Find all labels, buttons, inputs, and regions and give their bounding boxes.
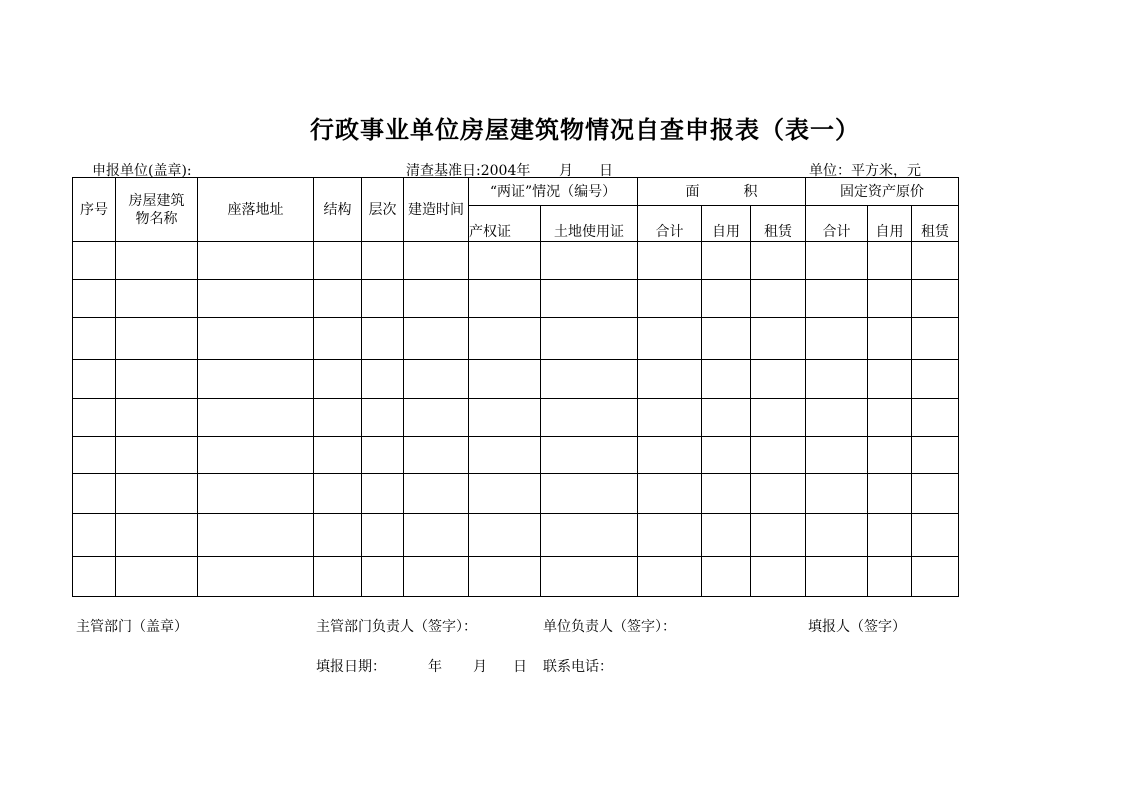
table-cell[interactable] (541, 437, 638, 474)
table-row (73, 437, 959, 474)
table-cell[interactable] (198, 318, 314, 360)
table-cell[interactable] (116, 360, 198, 399)
table-cell[interactable] (362, 242, 404, 280)
table-cell[interactable] (314, 557, 362, 597)
table-cell[interactable] (73, 399, 116, 437)
table-cell[interactable] (469, 557, 541, 597)
footer-dept-head: 主管部门负责人（签字）： (316, 619, 477, 635)
col-area (638, 178, 806, 206)
table-cell[interactable] (638, 360, 702, 399)
base-date-label: 清查基准日:2004年 (406, 163, 531, 179)
table-cell[interactable] (868, 360, 912, 399)
table-cell[interactable] (469, 399, 541, 437)
table-row (73, 514, 959, 557)
table-cell[interactable] (73, 557, 116, 597)
table-cell[interactable] (868, 514, 912, 557)
table-cell[interactable] (404, 242, 469, 280)
table-cell[interactable] (806, 399, 868, 437)
table-cell[interactable] (751, 399, 806, 437)
table-cell[interactable] (314, 360, 362, 399)
table-cell[interactable] (469, 514, 541, 557)
table-cell[interactable] (806, 242, 868, 280)
col-asset-lease: 租赁 (912, 206, 959, 242)
table-row (73, 360, 959, 399)
table-cell[interactable] (541, 242, 638, 280)
table-cell[interactable] (116, 514, 198, 557)
table-cell[interactable] (702, 360, 751, 399)
table-cell[interactable] (73, 514, 116, 557)
table-cell[interactable] (362, 474, 404, 514)
table-cell[interactable] (73, 474, 116, 514)
col-certificates: “两证”情况（编号） (469, 178, 638, 206)
col-structure: 结构 (314, 178, 362, 242)
table-cell[interactable] (751, 318, 806, 360)
table-cell[interactable] (912, 280, 959, 318)
table-row (73, 557, 959, 597)
table-cell[interactable] (702, 514, 751, 557)
table-cell[interactable] (541, 399, 638, 437)
table-cell[interactable] (541, 557, 638, 597)
table-cell[interactable] (314, 280, 362, 318)
table-cell[interactable] (702, 242, 751, 280)
table-cell[interactable] (638, 474, 702, 514)
table-cell[interactable] (638, 557, 702, 597)
table-cell[interactable] (806, 318, 868, 360)
table-cell[interactable] (868, 280, 912, 318)
table-row (73, 280, 959, 318)
declaration-table (72, 177, 959, 597)
table-cell[interactable] (314, 437, 362, 474)
table-cell[interactable] (314, 399, 362, 437)
col-location: 座落地址 (198, 178, 314, 242)
table-cell[interactable] (116, 318, 198, 360)
table-cell[interactable] (702, 437, 751, 474)
table-cell[interactable] (73, 437, 116, 474)
table-cell[interactable] (541, 280, 638, 318)
declarer-label: 申报单位(盖章): (92, 163, 192, 179)
table-cell[interactable] (198, 280, 314, 318)
table-cell[interactable] (868, 242, 912, 280)
table-cell[interactable] (702, 280, 751, 318)
table-cell[interactable] (404, 437, 469, 474)
table-cell[interactable] (404, 514, 469, 557)
table-cell[interactable] (868, 318, 912, 360)
col-seq: 序号 (73, 178, 116, 242)
table-cell[interactable] (116, 474, 198, 514)
table-cell[interactable] (751, 557, 806, 597)
col-land-cert: 土地使用证 (541, 206, 638, 242)
table-cell[interactable] (116, 557, 198, 597)
table-cell[interactable] (912, 474, 959, 514)
table-cell[interactable] (912, 360, 959, 399)
col-area-char1: 面 (685, 183, 700, 200)
table-cell[interactable] (198, 474, 314, 514)
table-cell[interactable] (73, 318, 116, 360)
table-row (73, 318, 959, 360)
table-cell[interactable] (806, 557, 868, 597)
table-cell[interactable] (702, 474, 751, 514)
footer-unit-head: 单位负责人（签字）： (543, 619, 676, 635)
table-cell[interactable] (751, 474, 806, 514)
table-cell[interactable] (73, 360, 116, 399)
table-cell[interactable] (362, 318, 404, 360)
table-cell[interactable] (362, 437, 404, 474)
footer-fill-date: 填报日期： (316, 659, 386, 675)
table-cell[interactable] (198, 360, 314, 399)
table-cell[interactable] (806, 474, 868, 514)
table-cell[interactable] (469, 242, 541, 280)
table-cell[interactable] (404, 280, 469, 318)
col-building-name-line2: 物名称 (135, 210, 178, 227)
table-cell[interactable] (362, 399, 404, 437)
table-cell[interactable] (116, 280, 198, 318)
base-date-month: 月 (559, 163, 573, 179)
col-property-cert: 产权证 (469, 206, 541, 242)
table-cell[interactable] (404, 360, 469, 399)
table-cell[interactable] (404, 557, 469, 597)
col-area-char2: 积 (743, 183, 758, 200)
table-cell[interactable] (198, 399, 314, 437)
table-cell[interactable] (73, 242, 116, 280)
table-cell[interactable] (362, 514, 404, 557)
table-row (73, 474, 959, 514)
col-area-self: 自用 (702, 206, 751, 242)
table-cell[interactable] (702, 318, 751, 360)
table-cell[interactable] (116, 242, 198, 280)
table-cell[interactable] (868, 557, 912, 597)
table-cell[interactable] (912, 399, 959, 437)
col-asset-self: 自用 (868, 206, 912, 242)
table-cell[interactable] (314, 242, 362, 280)
table-cell[interactable] (404, 474, 469, 514)
col-fixed-assets: 固定资产原价 (806, 178, 959, 206)
table-cell[interactable] (751, 280, 806, 318)
table-cell[interactable] (469, 280, 541, 318)
table-cell[interactable] (868, 399, 912, 437)
col-floors: 层次 (362, 178, 404, 242)
table-cell[interactable] (116, 437, 198, 474)
table-cell[interactable] (362, 360, 404, 399)
table-cell[interactable] (404, 399, 469, 437)
table-cell[interactable] (751, 360, 806, 399)
table-cell[interactable] (868, 474, 912, 514)
table-cell[interactable] (912, 318, 959, 360)
table-cell[interactable] (541, 318, 638, 360)
table-cell[interactable] (638, 399, 702, 437)
table-cell[interactable] (469, 318, 541, 360)
table-cell[interactable] (198, 514, 314, 557)
table-cell[interactable] (806, 514, 868, 557)
table-cell[interactable] (702, 557, 751, 597)
col-building-name-line1: 房屋建筑 (128, 192, 185, 209)
table-cell[interactable] (198, 242, 314, 280)
table-row (73, 242, 959, 280)
table-cell[interactable] (912, 557, 959, 597)
table-cell[interactable] (868, 437, 912, 474)
table-cell[interactable] (751, 437, 806, 474)
table-cell[interactable] (912, 437, 959, 474)
footer-month: 月 (473, 659, 487, 675)
col-building-name (116, 178, 198, 242)
footer-year: 年 (428, 659, 442, 675)
table-cell[interactable] (469, 360, 541, 399)
table-cell[interactable] (314, 474, 362, 514)
table-cell[interactable] (541, 360, 638, 399)
table-cell[interactable] (912, 514, 959, 557)
col-build-time: 建造时间 (404, 178, 469, 242)
header-row-top (73, 178, 959, 206)
col-area-lease: 租赁 (751, 206, 806, 242)
base-date-day: 日 (599, 163, 613, 179)
table-cell[interactable] (638, 242, 702, 280)
table-cell[interactable] (751, 514, 806, 557)
table-cell[interactable] (314, 318, 362, 360)
table-cell[interactable] (198, 557, 314, 597)
table-cell[interactable] (806, 280, 868, 318)
table-cell[interactable] (314, 514, 362, 557)
table-cell[interactable] (362, 557, 404, 597)
table-cell[interactable] (362, 280, 404, 318)
page-title: 行政事业单位房屋建筑物情况自查申报表（表一） (310, 115, 860, 144)
col-area-total: 合计 (638, 206, 702, 242)
table-cell[interactable] (469, 437, 541, 474)
footer-filler: 填报人（签字） (808, 619, 906, 635)
table-cell[interactable] (638, 514, 702, 557)
table-cell[interactable] (541, 514, 638, 557)
table-cell[interactable] (116, 399, 198, 437)
footer-day: 日 (513, 659, 527, 675)
unit-label: 单位：平方米，元 (809, 163, 921, 179)
table-cell[interactable] (751, 242, 806, 280)
col-asset-total: 合计 (806, 206, 868, 242)
footer-phone: 联系电话： (543, 659, 613, 675)
table-cell[interactable] (638, 280, 702, 318)
table-cell[interactable] (638, 437, 702, 474)
table-cell[interactable] (912, 242, 959, 280)
table-cell[interactable] (806, 437, 868, 474)
table-cell[interactable] (198, 437, 314, 474)
table-row (73, 399, 959, 437)
table-cell[interactable] (638, 318, 702, 360)
table-cell[interactable] (702, 399, 751, 437)
table-cell[interactable] (541, 474, 638, 514)
footer-dept-seal: 主管部门（盖章） (76, 619, 188, 635)
table-cell[interactable] (806, 360, 868, 399)
table-cell[interactable] (404, 318, 469, 360)
table-cell[interactable] (469, 474, 541, 514)
table-cell[interactable] (73, 280, 116, 318)
